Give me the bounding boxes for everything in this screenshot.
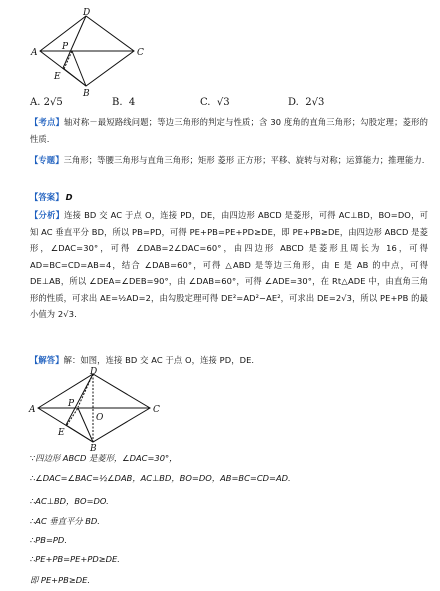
step-4: ∴AC 垂直平分 BD. bbox=[30, 516, 100, 526]
jieda-tag: 【解答】 bbox=[30, 355, 64, 365]
kaodian-text: 轴对称－最短路线问题；等边三角形的判定与性质；含 30 度角的直角三角形；勾股定理；菱形的性质. bbox=[30, 117, 428, 144]
fig2-label-o: O bbox=[96, 413, 104, 423]
step-2: ∴∠DAC=∠BAC=½∠DAB，AC⊥BD，BO=DO，AB=BC=CD=AD. bbox=[30, 473, 291, 483]
kaodian-tag: 【考点】 bbox=[30, 117, 64, 127]
step-5: ∴PB=PD. bbox=[30, 535, 67, 545]
rhombus-figure-solution bbox=[28, 367, 168, 454]
zhuanti-tag: 【专题】 bbox=[30, 155, 64, 165]
fenxi-section bbox=[30, 207, 428, 323]
zhuanti-text: 三角形；等腰三角形与直角三角形；矩形 菱形 正方形；平移、旋转与对称；运算能力；推理能力. bbox=[63, 155, 425, 165]
rhombus-figure-top bbox=[30, 8, 150, 99]
fig1-label-b: B bbox=[83, 89, 90, 99]
daan-value: D bbox=[65, 192, 73, 202]
answer-options bbox=[30, 97, 430, 111]
option-a[interactable]: A. 2√5 bbox=[30, 97, 63, 108]
fig2-label-b: B bbox=[90, 444, 97, 454]
step-3: ∴AC⊥BD，BO=DO. bbox=[30, 496, 109, 506]
zhuanti-section bbox=[30, 152, 428, 169]
option-c[interactable]: C. √3 bbox=[200, 97, 230, 108]
jieda-text: 解：如图，连接 BD 交 AC 于点 O，连接 PD，DE. bbox=[63, 355, 255, 365]
fig1-label-p: P bbox=[62, 42, 69, 52]
fig2-label-a: A bbox=[29, 405, 36, 415]
fig1-label-a: A bbox=[31, 48, 38, 58]
fenxi-tag: 【分析】 bbox=[30, 210, 65, 220]
fig1-label-c: C bbox=[137, 48, 144, 58]
fig1-label-e: E bbox=[54, 72, 61, 82]
kaodian-section bbox=[30, 114, 428, 147]
step-7: 即 PE+PB≥DE. bbox=[30, 575, 91, 585]
fig2-label-p: P bbox=[68, 399, 75, 409]
step-1: ∵四边形 ABCD 是菱形，∠DAC=30°， bbox=[30, 453, 178, 463]
step-6: ∴PE+PB=PE+PD≥DE. bbox=[30, 554, 120, 564]
daan-section bbox=[30, 189, 428, 206]
daan-tag: 【答案】 bbox=[30, 192, 64, 202]
fig2-label-c: C bbox=[153, 405, 160, 415]
fig2-label-e: E bbox=[58, 428, 65, 438]
fig2-label-d: D bbox=[90, 367, 98, 377]
option-d[interactable]: D. 2√3 bbox=[288, 97, 325, 108]
option-b[interactable]: B. 4 bbox=[112, 97, 136, 108]
fenxi-text: 连接 BD 交 AC 于点 O，连接 PD，DE，由四边形 ABCD 是菱形，可得 AC⊥BD，BO=DO，可知 AC 垂直平分 BD，所以 PB=PD，可得 PE+PB=PE+PD≥DE，即 PE+PB≥DE，由四边形 ABCD 是菱形，∠DAC=30°，可得 ∠DAB=2∠DAC=60°，由四边形 ABCD 是菱形且周长为 16，可得 AD=BC=CD=AB=4，结合 ∠DAB=60°，可得 △ABD 是等边三角形，由 E 是 AB 的中点，可得 DE⊥AB，所以 ∠DEA=∠DEB=90°，由 ∠DAB=60°，可得 ∠ADE=30°，在 Rt△ADE 中，由直角三角形的性质，可求出 AE=½AD=2，由勾股定理可得 DE²=AD²−AE²，可求出 DE=2√3，所以 PE+PB 的最小值为 2√3. bbox=[30, 210, 428, 319]
fig1-label-d: D bbox=[83, 8, 91, 18]
